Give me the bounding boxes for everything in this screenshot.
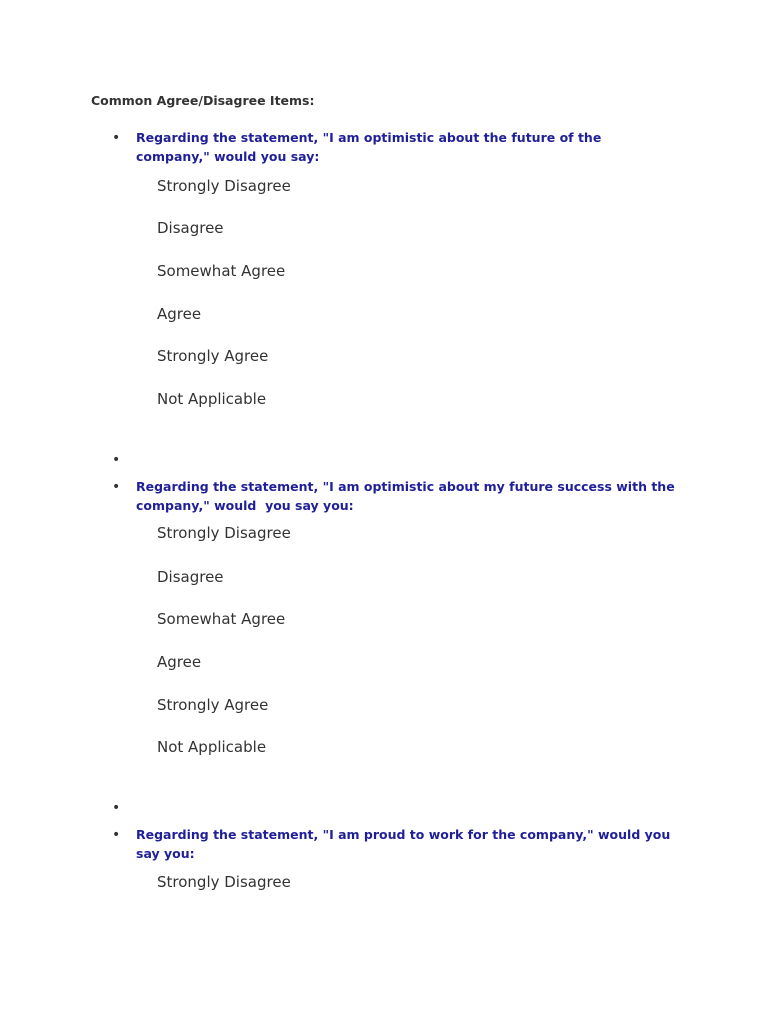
q1-option-strongly-disagree: Strongly Disagree bbox=[157, 177, 291, 195]
q2-option-strongly-agree: Strongly Agree bbox=[157, 696, 269, 714]
question-3-text: Regarding the statement, "I am proud to work for the company," would you say you: bbox=[136, 827, 671, 861]
q2-option-disagree: Disagree bbox=[157, 568, 224, 586]
empty-bullet-icon: • bbox=[112, 452, 121, 468]
empty-bullet-icon: • bbox=[112, 800, 121, 816]
question-2-text: Regarding the statement, "I am optimistic about my future success with the company," would you say you: bbox=[136, 479, 675, 513]
bullet-icon: • bbox=[112, 479, 121, 495]
q1-option-not-applicable: Not Applicable bbox=[157, 390, 267, 408]
q3-option-strongly-disagree: Strongly Disagree bbox=[157, 873, 291, 891]
bullet-icon: • bbox=[112, 827, 121, 843]
question-1-text: Regarding the statement, "I am optimistic about the future of the company," would you say: bbox=[136, 130, 602, 164]
q2-option-somewhat-agree: Somewhat Agree bbox=[157, 610, 286, 628]
q2-option-agree: Agree bbox=[157, 653, 202, 671]
bullet-icon: • bbox=[112, 130, 121, 146]
q1-option-disagree: Disagree bbox=[157, 219, 224, 237]
q1-option-strongly-agree: Strongly Agree bbox=[157, 347, 269, 365]
q2-option-not-applicable: Not Applicable bbox=[157, 738, 267, 756]
page-heading: Common Agree/Disagree Items: bbox=[91, 93, 315, 108]
q1-option-somewhat-agree: Somewhat Agree bbox=[157, 262, 286, 280]
q2-option-strongly-disagree: Strongly Disagree bbox=[157, 524, 291, 542]
q1-option-agree: Agree bbox=[157, 305, 202, 323]
